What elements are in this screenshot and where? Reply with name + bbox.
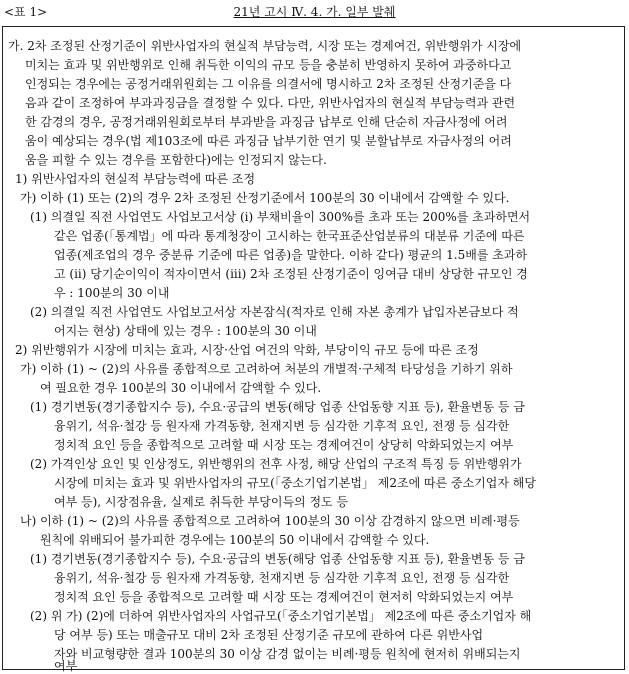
- text-line: 여부: [54, 659, 78, 673]
- section-heading: 2) 위반행위가 시장에 미치는 효과, 시장·산업 여건의 악화, 부당이익 규모 등에 따른 조정: [15, 343, 479, 357]
- text-line: 여 필요한 경우 100분의 30 이내에서 감액할 수 있다.: [40, 381, 322, 395]
- text-line: (2) 의결일 직전 사업연도 사업보고서상 자본잠식(적자로 인해 자본 총계가 납입자본금보다 적: [30, 305, 519, 319]
- subsection-heading: 가) 이하 (1) ~ (2)의 사유를 종합적으로 고려하여 처분의 개별적·구체적 타당성을 기하기 위하: [20, 362, 513, 376]
- table-label: <표 1>: [4, 5, 48, 19]
- text-line: (2) 위 가) (2)에 더하여 위반사업자의 사업규모(「중소기업기본법」 제2조에 따른 중소기업자 해: [30, 609, 532, 623]
- text-line: 정치적 요인 등을 종합적으로 고려할 때 시장 또는 경제여건이 현저히 악화되었는지 여부: [54, 590, 514, 604]
- text-line: (1) 경기변동(경기종합지수 등), 수요·공급의 변동(해당 업종 산업동향 지표 등), 환율변동 등 금: [30, 400, 525, 414]
- text-line: 고 (ii) 당기순이익이 적자이면서 (iii) 2차 조정된 산정기준이 잉여금 대비 상당한 규모인 경: [54, 267, 528, 281]
- text-line: 융위기, 석유·철강 등 원자재 가격동향, 천재지변 등 심각한 기후적 요인, 전쟁 등 심각한: [54, 419, 510, 433]
- text-line: 정치적 요인 등을 종합적으로 고려할 때 시장 또는 경제여건이 상당히 악화되었는지 여부: [54, 438, 514, 452]
- text-line: 움을 피할 수 있는 경우를 포함한다)에는 인정되지 않는다.: [25, 153, 327, 167]
- subsection-heading: 가) 이하 (1) 또는 (2)의 경우 2차 조정된 산정기준에서 100분의 30 이내에서 감액할 수 있다.: [20, 191, 510, 205]
- subsection-heading: 나) 이하 (1) ~ (2)의 사유를 종합적으로 고려하여 100분의 30 이상 감경하지 않으면 비례·평등: [20, 514, 520, 528]
- table-title: 21년 고시 Ⅳ. 4. 가. 일부 발췌: [233, 5, 396, 19]
- text-line: 당 여부 등) 또는 매출규모 대비 2차 조정된 산정기준 규모에 관하여 다른 위반사업: [54, 628, 484, 642]
- text-line: (2) 가격인상 요인 및 인상정도, 위반행위의 전후 사정, 해당 산업의 구조적 특징 등 위반행위가: [30, 457, 522, 471]
- text-line: 어지는 현상) 상태에 있는 경우 : 100분의 30 이내: [54, 324, 317, 338]
- text-line: 여부 등), 시장점유율, 실제로 취득한 부당이득의 정도 등: [54, 495, 349, 509]
- text-line: 가. 2차 조정된 산정기준이 위반사업자의 현실적 부담능력, 시장 또는 경제여건, 위반행위가 시장에: [8, 39, 522, 53]
- section-heading: 1) 위반사업자의 현실적 부담능력에 따른 조정: [15, 172, 256, 186]
- text-line: (1) 경기변동(경기종합지수 등), 수요·공급의 변동(해당 업종 산업동향 지표 등), 환율변동 등 금: [30, 552, 525, 566]
- text-line: 한 감경의 경우, 공정거래위원회로부터 부과받을 과징금 납부로 인해 단순히 자금사정에 어려: [25, 115, 508, 129]
- text-line: 시장에 미치는 효과 및 위반사업자의 규모(「중소기업기본법」 제2조에 따른 중소기업자 해당: [54, 476, 536, 490]
- text-line: 업종(제조업의 경우 중분류 기준에 따른 업종)을 말한다. 이하 같다) 평균의 1.5배를 초과하: [54, 248, 528, 262]
- text-line: 원칙에 위배되어 불가피한 경우에는 100분의 50 이내에서 감액할 수 있다.: [40, 533, 430, 547]
- table-header: [0, 0, 629, 26]
- text-line: 우 : 100분의 30 이내: [54, 286, 170, 300]
- text-line: 융위기, 석유·철강 등 원자재 가격동향, 천재지변 등 심각한 기후적 요인, 전쟁 등 심각한: [54, 571, 510, 585]
- text-line: (1) 의결일 직전 사업연도 사업보고서상 (i) 부채비율이 300%를 초과 또는 200%를 초과하면서: [30, 210, 531, 224]
- text-line: 인정되는 경우에는 공정거래위원회는 그 이유를 의결서에 명시하고 2차 조정된 산정기준을 다: [25, 77, 512, 91]
- text-line: 미치는 효과 및 위반행위로 인해 취득한 이익의 규모 등을 충분히 반영하지 못하여 과중하다고: [25, 58, 512, 72]
- text-line: 음과 같이 조정하여 부과과징금을 결정할 수 있다. 다만, 위반사업자의 현실적 부담능력과 관련: [25, 96, 516, 110]
- text-line: 움이 예상되는 경우(법 제103조에 따른 과징금 납부기한 연기 및 분할납부로 자금사정의 어려: [25, 134, 512, 148]
- text-line: 자와 비교형량한 결과 100분의 30 이상 감경 없이는 비례·평등 원칙에 현저히 위배되는지: [54, 647, 521, 661]
- text-line: 같은 업종(「통계법」에 따라 통계청장이 고시하는 한국표준산업분류의 대분류 기준에 따른: [54, 229, 525, 243]
